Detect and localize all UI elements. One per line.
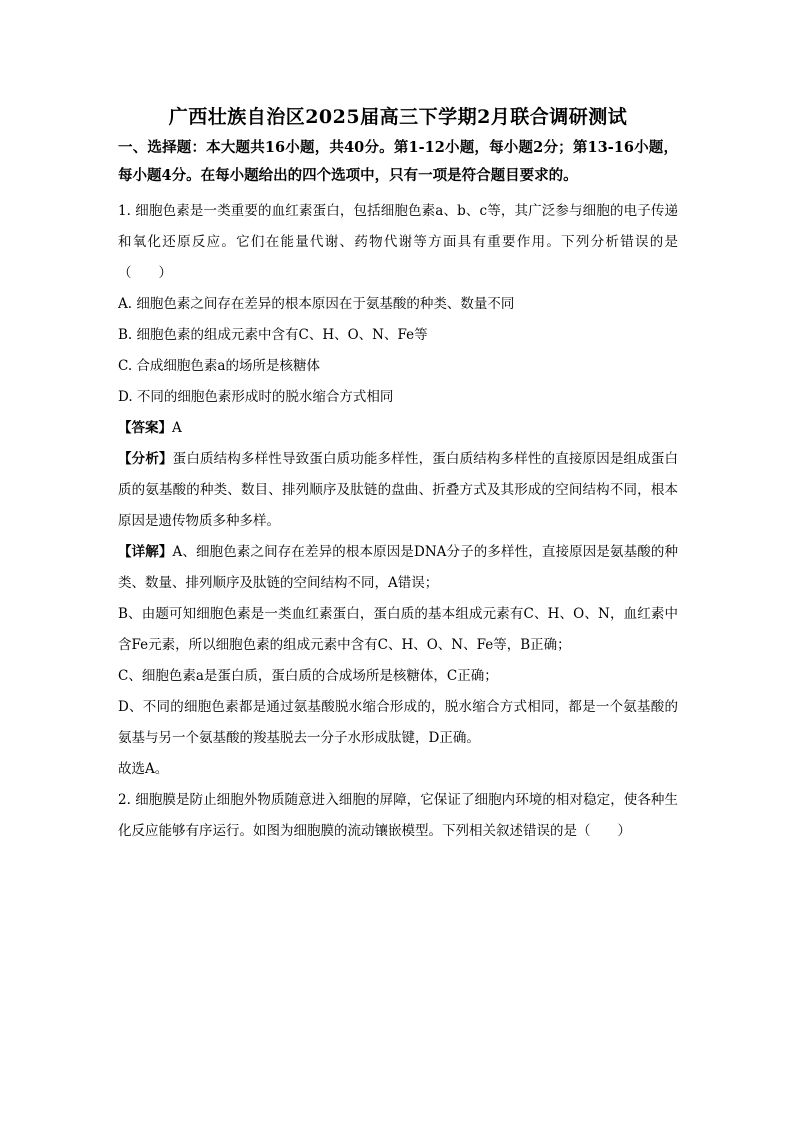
question-1-option-d: D. 不同的细胞色素形成时的脱水缩合方式相同 [118, 389, 394, 405]
analysis-text: 蛋白质结构多样性导致蛋白质功能多样性，蛋白质结构多样性的直接原因是组成蛋白质的氨基酸的种类、数目、排列顺序及肽链的盘曲、折叠方式及其形成的空间结构不同，根本原因是遗传物质多种多样。 [118, 451, 679, 529]
detail-paragraph-b: B、由题可知细胞色素是一类血红素蛋白，蛋白质的基本组成元素有C、H、O、N，血红素中含Fe元素，所以细胞色素的组成元素中含有C、H、O、N、Fe等，B正确； [118, 606, 678, 653]
conclusion-line: 故选A。 [118, 761, 169, 777]
document-title: 广西壮族自治区2025届高三下学期2月联合调研测试 [168, 106, 628, 128]
answer-tag: 【答案】 [118, 420, 172, 436]
analysis-tag: 【分析】 [118, 451, 173, 467]
question-1-option-c: C. 合成细胞色素a的场所是核糖体 [118, 358, 320, 374]
question-1-option-a: A. 细胞色素之间存在差异的根本原因在于氨基酸的种类、数量不同 [118, 296, 515, 312]
detail-a-text: A、细胞色素之间存在差异的根本原因是DNA分子的多样性，直接原因是氨基酸的种类、数量、排列顺序及肽链的空间结构不同，A错误； [118, 544, 678, 591]
document-page [118, 104, 678, 847]
answer-line [118, 413, 678, 444]
question-1-option-b: B. 细胞色素的组成元素中含有C、H、O、N、Fe等 [118, 327, 428, 343]
detail-tag: 【详解】 [118, 544, 173, 560]
question-2-stem: 2. 细胞膜是防止细胞外物质随意进入细胞的屏障，它保证了细胞内环境的相对稳定，使各种生化反应能够有序运行。如图为细胞膜的流动镶嵌模型。下列相关叙述错误的是（ ） [118, 792, 678, 839]
analysis-paragraph [118, 444, 678, 537]
answer-value: A [172, 420, 182, 436]
section-heading: 一、选择题：本大题共16小题，共40分。第1-12小题，每小题2分；第13-16小题，每小题4分。在每小题给出的四个选项中，只有一项是符合题目要求的。 [118, 139, 678, 184]
detail-paragraph-d: D、不同的细胞色素都是通过氨基酸脱水缩合形成的，脱水缩合方式相同，都是一个氨基酸的氨基与另一个氨基酸的羧基脱去一分子水形成肽键，D正确。 [118, 699, 678, 746]
detail-paragraph-c: C、细胞色素a是蛋白质，蛋白质的合成场所是核糖体，C正确； [118, 668, 498, 684]
question-2 [118, 785, 678, 847]
question-1 [118, 196, 678, 785]
question-1-stem: 1. 细胞色素是一类重要的血红素蛋白，包括细胞色素a、b、c等，其广泛参与细胞的电子传递和氧化还原反应。它们在能量代谢、药物代谢等方面具有重要作用。下列分析错误的是（ ） [118, 203, 678, 281]
detail-paragraph-a [118, 537, 678, 599]
